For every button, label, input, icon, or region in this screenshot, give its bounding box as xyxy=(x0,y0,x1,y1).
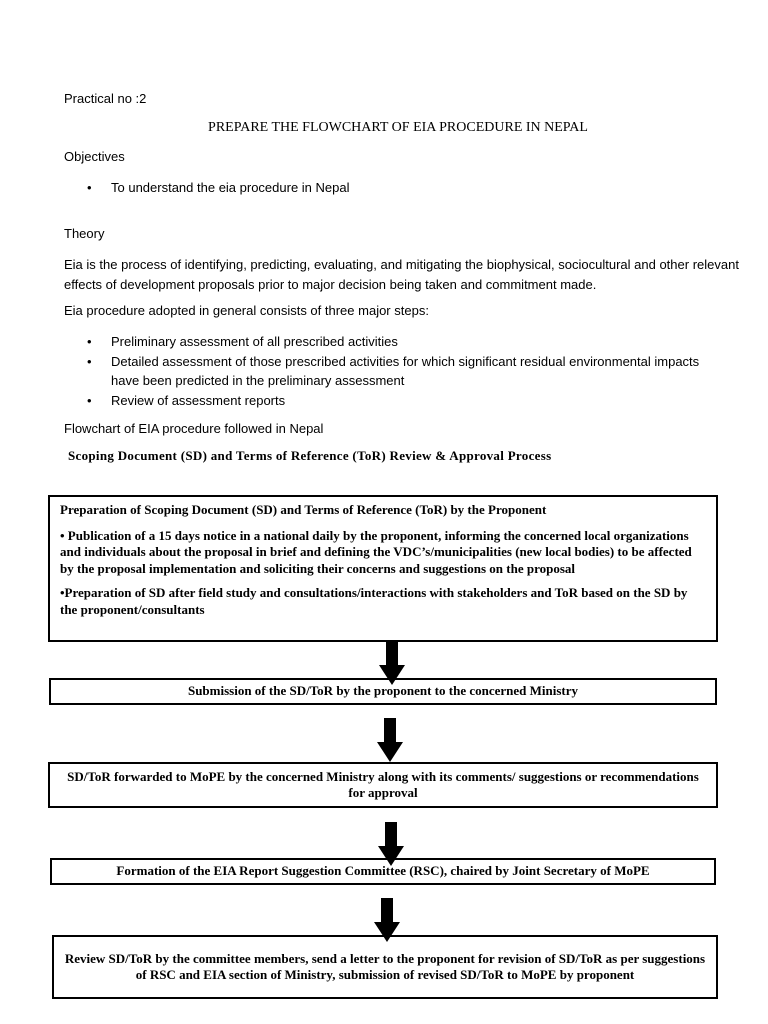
list-item: • Detailed assessment of those prescribed activities for which significant residual environmental impacts have been predicted in the preliminary assessment xyxy=(87,353,700,388)
list-item: • Review of assessment reports xyxy=(64,391,724,411)
flow-box-forwarded xyxy=(48,762,718,808)
objectives-heading: Objectives xyxy=(64,149,125,164)
bullet-icon: • xyxy=(87,180,92,195)
flow-box-point: •Preparation of SD after field study and consultations/interactions with stakeholders and ToR based on the SD by the proponent/consultants xyxy=(60,585,688,617)
steps-list xyxy=(64,332,724,410)
bullet-icon: • xyxy=(87,353,92,369)
theory-heading: Theory xyxy=(64,226,105,241)
bullet-icon: • xyxy=(87,334,92,349)
flowchart-title: Scoping Document (SD) and Terms of Reference (ToR) Review & Approval Process xyxy=(68,448,552,463)
flowchart-intro: Flowchart of EIA procedure followed in Nepal xyxy=(64,421,324,436)
flow-box-text: Review SD/ToR by the committee members, send a letter to the proponent for revision of SD/ToR as per suggestions of RSC and EIA section of Ministry, submission of revised SD/ToR to MoPE by proponent xyxy=(64,950,706,982)
flow-box-text: Submission of the SD/ToR by the proponent to the concerned Ministry xyxy=(187,683,579,699)
flow-box-review xyxy=(52,935,718,999)
bullet-icon: • xyxy=(87,392,92,408)
flow-box-heading: Preparation of Scoping Document (SD) and Terms of Reference (ToR) by the Proponent xyxy=(60,502,547,517)
theory-paragraph: Eia is the process of identifying, predicting, evaluating, and mitigating the biophysical, sociocultural and other relevant effects of development proposals prior to major decision being taken and commitment made. xyxy=(64,257,739,292)
steps-intro: Eia procedure adopted in general consists of three major steps: xyxy=(64,303,429,318)
flow-box-submission xyxy=(49,678,717,705)
page-title: PREPARE THE FLOWCHART OF EIA PROCEDURE IN NEPAL xyxy=(208,120,588,135)
down-arrow-icon xyxy=(377,718,403,762)
objectives-list xyxy=(64,178,724,198)
flow-box-committee-formation xyxy=(50,858,716,885)
list-item: • Preliminary assessment of all prescribed activities xyxy=(64,332,724,352)
practical-label: Practical no :2 xyxy=(64,91,147,106)
flow-box-text: Formation of the EIA Report Suggestion Committee (RSC), chaired by Joint Secretary of MoPE xyxy=(116,863,650,879)
flow-box-point: • Publication of a 15 days notice in a national daily by the proponent, informing the concerned local organizations and individuals about the proposal in brief and defining the VDC’s/municipalities (new local bodies) to be affected by the proposal implementation and soliciting their concerns and suggestions on the proposal xyxy=(60,527,692,576)
flow-box-text: SD/ToR forwarded to MoPE by the concerned Ministry along with its comments/ suggestions or recommendations for approval xyxy=(67,768,699,800)
list-item: • To understand the eia procedure in Nepal xyxy=(64,178,724,198)
flow-box-preparation xyxy=(48,495,718,642)
